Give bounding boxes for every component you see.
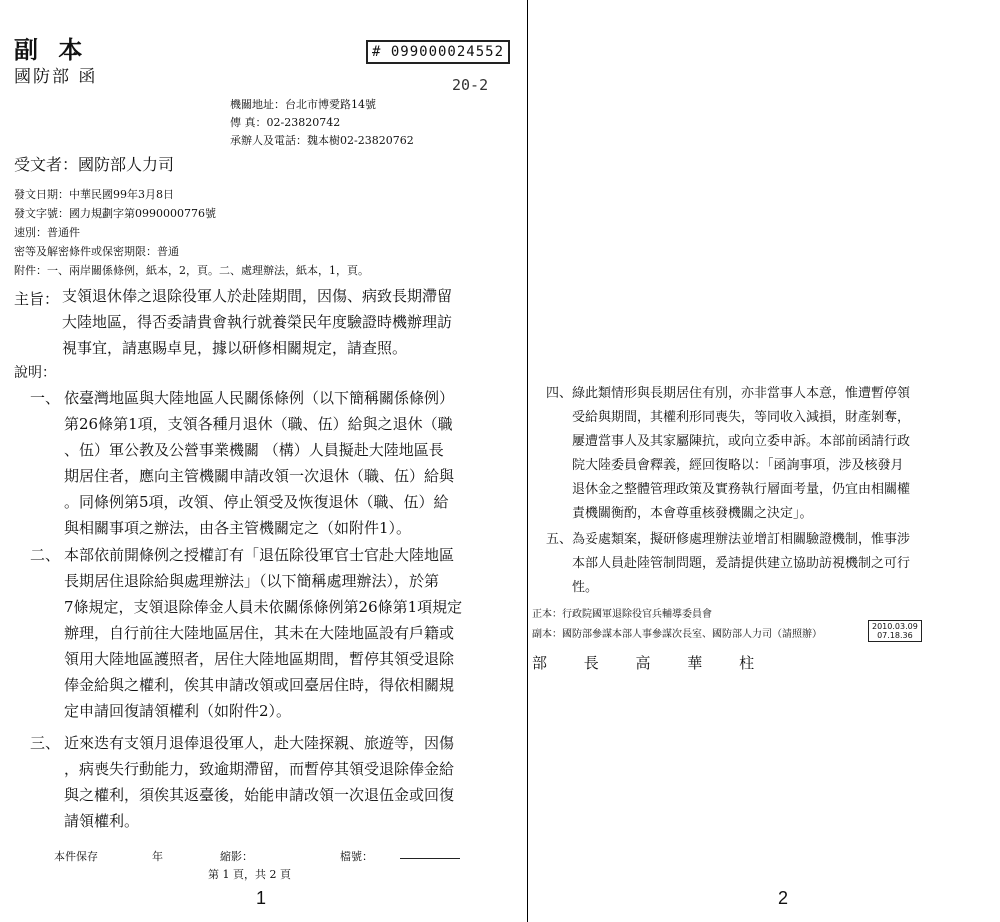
- cc-main: 正本：行政院國軍退除役官兵輔導委員會: [532, 609, 712, 620]
- attachments: 附件：一、兩岸關係條例，紙本，2，頁。二、處理辦法，紙本，1，頁。: [14, 264, 369, 277]
- item-3-label: 三、: [30, 734, 61, 752]
- receipt-stamp: [366, 40, 510, 64]
- org-title: 國防部 函: [14, 67, 98, 87]
- stamp-line: 07.18.36: [877, 631, 913, 640]
- fax-number: 傳 真：02-23820742: [230, 116, 341, 129]
- document-number: 發文字號：國力規劃字第0990000776號: [14, 207, 216, 220]
- page-count: 第 1 頁，共 2 頁: [208, 868, 291, 881]
- item-line: 為妥處類案，擬研修處理辦法並增訂相關驗證機制，惟事涉: [572, 532, 911, 547]
- item-line: 與之權利，須俟其返臺後，始能申請改領一次退伍金或回復: [64, 786, 455, 804]
- item-5-label: 五、: [546, 532, 573, 547]
- recipient: 受文者：國防部人力司: [14, 155, 175, 174]
- item-line: 院大陸委員會釋義，經回復略以：「函詢事項，涉及核發月: [572, 458, 904, 473]
- item-1-label: 一、: [30, 389, 61, 407]
- document-page-2: [528, 0, 1000, 922]
- explain-label: 說明：: [14, 365, 56, 381]
- contact-person: 承辦人及電話：魏本樹02-23820762: [230, 134, 414, 147]
- item-line: 領用大陸地區護照者，居住大陸地區期間，暫停其領受退除: [64, 650, 455, 668]
- stamp-line: 2010.03.09: [872, 622, 918, 631]
- stamp-suffix: 52: [485, 44, 505, 60]
- item-line: 辦理，自行前往大陸地區居住，其未在大陸地區設有戶籍或: [64, 624, 455, 642]
- item-line: 本部依前開條例之授權訂有「退伍除役軍官士官赴大陸地區: [64, 546, 455, 564]
- item-line: 本部人員赴陸管制問題，爰請提供建立協助訪視機制之可行: [572, 556, 911, 571]
- item-line: 定申請回復請領權利（如附件2）。: [64, 702, 292, 720]
- item-line: 、伍）軍公教及公營事業機關 （構）人員擬赴大陸地區長: [64, 441, 444, 459]
- footer-scan: 縮影：: [220, 850, 253, 863]
- item-line: 長期居住退除給與處理辦法」（以下簡稱處理辦法），於第: [64, 572, 440, 590]
- date-stamp: [868, 620, 922, 642]
- speed-class: 速別：普通件: [14, 226, 80, 239]
- page-label-2: 2: [778, 888, 789, 908]
- item-line: 屢遭當事人及其家屬陳抗，或向立委申訴。本部前函請行政: [572, 434, 911, 449]
- footer-year: 年: [152, 850, 163, 863]
- copy-mark: 副 本: [14, 35, 89, 64]
- item-5-text: [572, 528, 997, 600]
- footer-keep: 本件保存: [54, 850, 98, 863]
- item-4-label: 四、: [546, 386, 573, 401]
- item-line: 第26條第1項，支領各種月退休（職、伍）給與之退休（職: [64, 415, 453, 433]
- item-4-text: [572, 382, 997, 526]
- handwritten-note: 20-2: [452, 76, 489, 94]
- item-line: 性。: [572, 580, 599, 595]
- item-3-text: [64, 730, 524, 834]
- page-label-1: 1: [256, 888, 267, 908]
- subject-line: 大陸地區，得否委請貴會執行就養榮民年度驗證時機辦理訪: [62, 313, 453, 331]
- item-1-text: [64, 385, 524, 541]
- subject-text: [62, 283, 522, 361]
- item-line: 受給與期間，其權利形同喪失，等同收入減損，財產剝奪，: [572, 410, 911, 425]
- footer-file: 檔號：: [340, 850, 373, 863]
- subject-label: 主旨：: [14, 290, 60, 308]
- item-line: 責機關衡酌，本會尊重核發機關之決定」。: [572, 506, 813, 521]
- item-line: 。同條例第5項，改領、停止領受及恢復退休（職、伍）給: [64, 493, 449, 511]
- issue-date: 發文日期：中華民國99年3月8日: [14, 188, 174, 201]
- item-line: 依臺灣地區與大陸地區人民關係條例（以下簡稱關係條例）: [64, 389, 455, 407]
- signature-minister: 部 長 高 華 柱: [532, 654, 771, 672]
- item-line: 近來迭有支領月退俸退役軍人，赴大陸探親、旅遊等，因傷: [64, 734, 455, 752]
- item-line: 請領權利。: [64, 812, 140, 830]
- item-line: ，病喪失行動能力，致逾期滯留，而暫停其領受退除俸金給: [64, 760, 455, 778]
- classification: 密等及解密條件或保密期限：普通: [14, 245, 179, 258]
- item-2-text: [64, 542, 524, 724]
- item-line: 俸金給與之權利，俟其申請改領或回臺居住時，得依相關規: [64, 676, 455, 694]
- cc-copy: 副本：國防部參謀本部人事參謀次長室、國防部人力司（請照辦）: [532, 629, 822, 640]
- item-line: 7條規定，支領退除俸金人員未依關係條例第26條第1項規定: [64, 598, 463, 616]
- item-line: 期居住者，應向主管機關申請改領一次退休（職、伍）給與: [64, 467, 455, 485]
- item-line: 綠此類情形與長期居住有別，亦非當事人本意，惟遭暫停領: [572, 386, 911, 401]
- stamp-number: # 0990000245: [372, 44, 486, 60]
- item-line: 與相關事項之辦法，由各主管機關定之（如附件1）。: [64, 519, 412, 537]
- item-line: 退休金之整體管理政策及實務執行層面考量，仍宜由相關權: [572, 482, 911, 497]
- subject-line: 支領退休俸之退除役軍人於赴陸期間，因傷、病致長期滯留: [62, 287, 453, 305]
- item-2-label: 二、: [30, 546, 61, 564]
- agency-address: 機關地址：台北市博愛路14號: [230, 98, 376, 111]
- footer-dash: [400, 848, 460, 867]
- subject-line: 視事宜，請惠賜卓見，據以研修相關規定，請查照。: [62, 339, 408, 357]
